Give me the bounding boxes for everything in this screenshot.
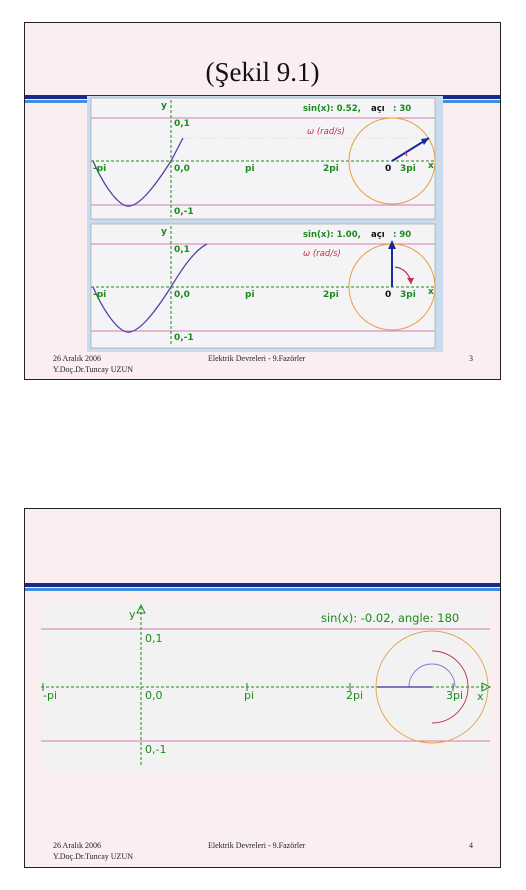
- x-tick-3pi: 3pi: [400, 164, 416, 174]
- x-axis-label: x: [428, 287, 434, 297]
- page-number: 4: [469, 841, 473, 850]
- sine-panel-180: [41, 601, 490, 771]
- y-axis-label: y: [161, 227, 167, 237]
- footer-left: [53, 353, 133, 375]
- footer-course: Elektrik Devreleri - 9.Fazörler: [208, 841, 306, 850]
- tick-label-bottom: 0,-1: [174, 207, 194, 217]
- x-tick-neg-pi: -pi: [93, 290, 107, 300]
- footer-author: Y.Doç.Dr.Tuncay UZUN: [53, 852, 133, 861]
- phasor-figure: [25, 601, 501, 771]
- footer-course: Elektrik Devreleri - 9.Fazörler: [208, 354, 306, 363]
- footer-date: 26 Aralık 2006: [53, 354, 101, 363]
- slide-title: (Şekil 9.1): [205, 57, 320, 87]
- x-tick-zero: 0: [385, 290, 392, 300]
- x-tick-pi: pi: [245, 164, 255, 174]
- tick-label-origin: 0,0: [174, 164, 190, 174]
- tick-label-top: 0,1: [174, 119, 190, 129]
- omega-label: ω (rad/s): [307, 127, 345, 137]
- tick-label-bottom: 0,-1: [174, 333, 194, 343]
- footer-date: 26 Aralık 2006: [53, 841, 101, 850]
- phasor-figure: [25, 96, 501, 352]
- x-tick-3pi: 3pi: [400, 290, 416, 300]
- footer-left: [53, 840, 133, 862]
- y-axis-label: y: [161, 101, 167, 111]
- sin-readout: sin(x): 0.52,: [303, 104, 361, 114]
- x-tick-zero: 0: [385, 164, 392, 174]
- x-tick-neg-pi: -pi: [43, 689, 58, 702]
- tick-label-bottom: 0,-1: [145, 743, 167, 756]
- x-tick-3pi: 3pi: [446, 689, 464, 702]
- title-divider-accent: [25, 588, 500, 591]
- page-number: 3: [469, 354, 473, 363]
- tick-label-origin: 0,0: [145, 689, 163, 702]
- slide-4: [24, 508, 501, 868]
- title-divider: [25, 583, 500, 587]
- angle-label: açı: [371, 230, 385, 240]
- x-tick-neg-pi: -pi: [93, 164, 107, 174]
- x-tick-2pi: 2pi: [323, 164, 339, 174]
- x-tick-pi: pi: [244, 689, 255, 702]
- x-tick-2pi: 2pi: [323, 290, 339, 300]
- footer-author: Y.Doç.Dr.Tuncay UZUN: [53, 365, 133, 374]
- sine-panel-90: [91, 224, 435, 348]
- sin-readout: sin(x): 1.00,: [303, 230, 361, 240]
- angle-value: : 30: [393, 104, 412, 114]
- x-axis-label: x: [428, 161, 434, 171]
- slide-3: [24, 22, 501, 380]
- x-tick-2pi: 2pi: [346, 689, 364, 702]
- tick-label-origin: 0,0: [174, 290, 190, 300]
- sin-readout: sin(x): -0.02, angle: 180: [321, 611, 460, 625]
- omega-label: ω (rad/s): [303, 249, 341, 259]
- sine-panel-30: [91, 98, 435, 219]
- angle-value: : 90: [393, 230, 412, 240]
- tick-label-top: 0,1: [145, 632, 163, 645]
- tick-label-top: 0,1: [174, 245, 190, 255]
- y-axis-label: y: [129, 608, 136, 621]
- x-tick-pi: pi: [245, 290, 255, 300]
- angle-label: açı: [371, 104, 385, 114]
- x-axis-label: x: [477, 690, 484, 703]
